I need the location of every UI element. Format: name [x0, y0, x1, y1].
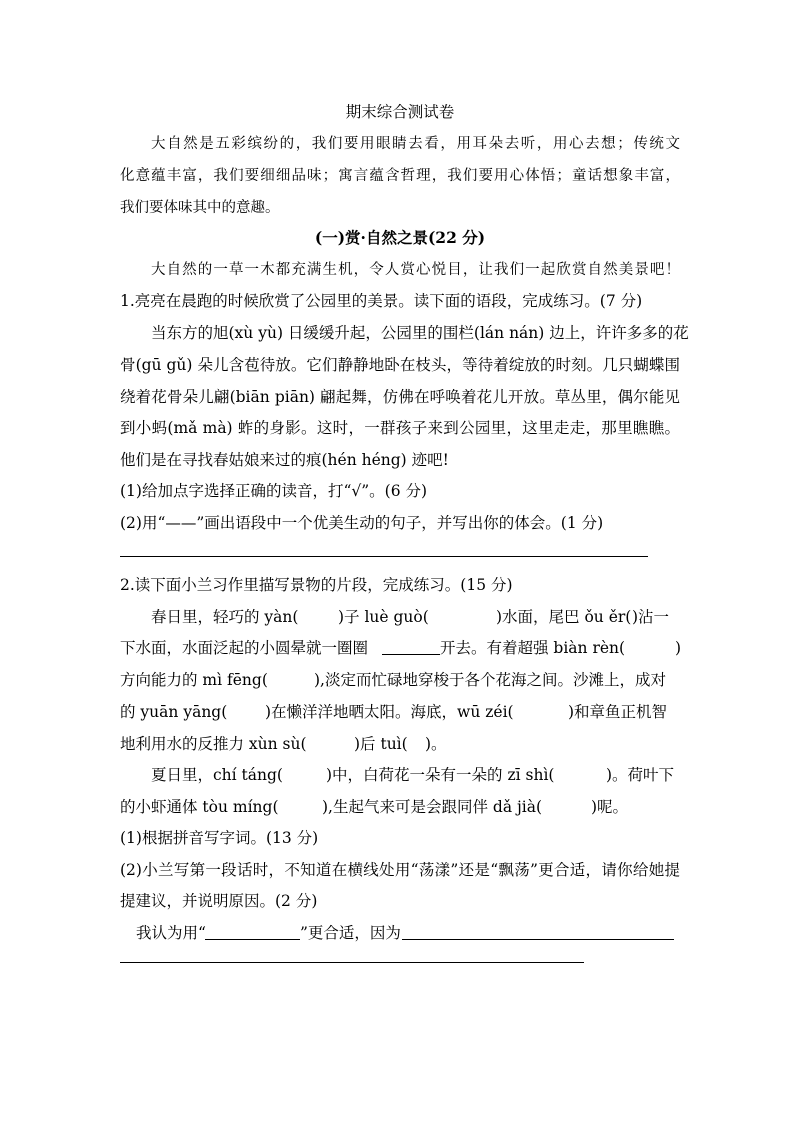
section-heading: (一)赏·自然之景(22 分): [314, 228, 486, 247]
text-seg: )在懒洋洋地晒太阳。海底，wū zéi(: [265, 703, 514, 721]
text-seg: )。: [425, 735, 447, 753]
text-seg: ),淡定而忙碌地穿梭于各个花海之间。沙滩上，成对: [314, 671, 666, 689]
text-seg: 夏日里，chí táng(: [151, 766, 283, 784]
text-seg: )子 luè guò(: [338, 608, 429, 626]
text-seg: )水面，尾巴 ǒu ěr(: [496, 608, 632, 626]
q2-title: 2.读下面小兰习作里描写景物的片段，完成练习。(15 分): [120, 576, 513, 594]
text-seg: ”更合适，因为: [300, 924, 401, 942]
q1-passage-line-3: 绕着花骨朵儿翩(biān piān) 翩起舞，仿佛在呼唤着花儿开放。草丛里，偶尔能见: [120, 388, 680, 406]
intro-line-3: 我们要体味其中的意趣。: [120, 200, 280, 216]
text-seg: )呢。: [591, 798, 629, 816]
q1-passage-line-5: 他们是在寻找春姑娘来过的痕(hén héng) 迹吧!: [120, 451, 449, 469]
text-seg: 我认为用“: [136, 924, 206, 942]
q1-title: 1.亮亮在晨跑的时候欣赏了公园里的美景。读下面的语段，完成练习。(7 分): [120, 292, 643, 310]
fill-blank-word[interactable]: [205, 923, 300, 940]
text-seg: ): [675, 639, 682, 657]
q1-passage-line-2: 骨(gū gǔ) 朵儿含苞待放。它们静静地卧在枝头，等待着绽放的时刻。几只蝴蝶围: [120, 356, 680, 374]
q2-sub2-line-2: 提建议，并说明原因。(2 分): [120, 892, 318, 910]
intro-line-1: 大自然是五彩缤纷的，我们要用眼睛去看，用耳朵去听，用心去想；传统文: [151, 136, 680, 152]
text-seg: 地利用水的反推力 xùn sù(: [120, 735, 307, 753]
text-seg: 开去。有着超强 biàn rèn(: [440, 639, 626, 657]
text-seg: )和章鱼正机智: [568, 703, 668, 721]
text-seg: 下水面，水面泛起的小圆晕就一圈圈: [120, 639, 369, 657]
intro-line-2: 化意蕴丰富，我们要细细品味；寓言蕴含哲理，我们要用心体悟；童话想象丰富，: [120, 168, 680, 184]
q1-passage-line-4: 到小蚂(mǎ mà) 蚱的身影。这时，一群孩子来到公园里，这里走走，那里瞧瞧。: [120, 419, 680, 437]
text-seg: )中，白荷花一朵有一朵的 zī shì(: [326, 766, 555, 784]
text-seg: )沾一: [632, 608, 670, 626]
section-intro: 大自然的一草一木都充满生机，令人赏心悦目，让我们一起欣赏自然美景吧！: [151, 262, 680, 278]
q1-sub1: (1)给加点字选择正确的读音，打“√”。(6 分): [120, 482, 428, 500]
text-seg: 春日里，轻巧的 yàn(: [151, 608, 299, 626]
page-title: 期末综合测试卷: [345, 103, 455, 121]
q2-sub1: (1)根据拼音写字词。(13 分): [120, 829, 319, 847]
fill-blank-underline[interactable]: [382, 638, 440, 655]
q1-answer-line[interactable]: [120, 556, 648, 557]
text-seg: 方向能力的 mì fēng(: [120, 671, 268, 689]
q2-sub2-line-1: (2)小兰写第一段话时，不知道在横线处用“荡漾”还是“飘荡”更合适，请你给她提: [120, 861, 680, 879]
fill-blank-reason[interactable]: [402, 923, 674, 940]
text-seg: 的小虾通体 tòu míng(: [120, 798, 279, 816]
text-seg: 的 yuān yāng(: [120, 703, 228, 721]
q2-answer-line-2[interactable]: [120, 962, 584, 963]
text-seg: )后 tuì(: [354, 735, 408, 753]
q1-sub2: (2)用“——”画出语段中一个优美生动的句子，并写出你的体会。(1 分): [120, 514, 604, 532]
q1-passage-line-1: 当东方的旭(xù yù) 日缓缓升起，公园里的围栏(lán nán) 边上，许许多多的花: [151, 324, 689, 342]
text-seg: )。荷叶下: [606, 766, 675, 784]
text-seg: ),生起气来可是会跟同伴 dǎ jià(: [322, 798, 543, 816]
